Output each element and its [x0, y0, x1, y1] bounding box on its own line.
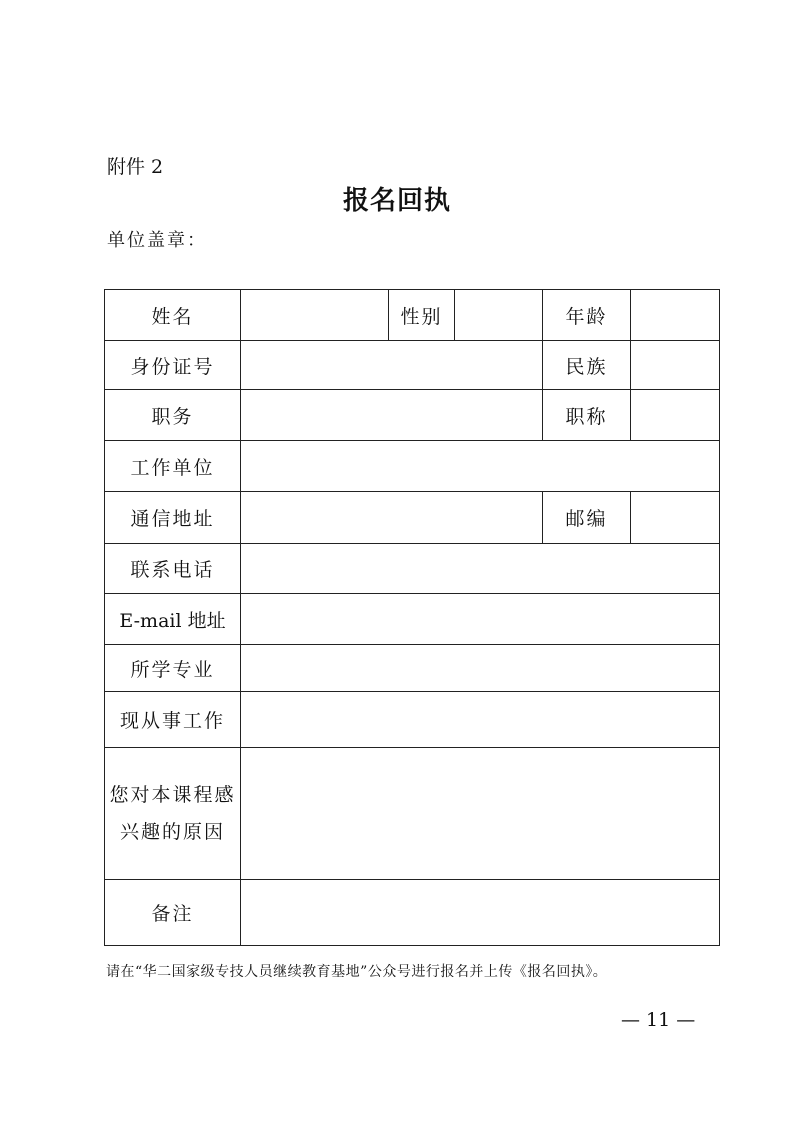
- registration-form-table: [104, 289, 720, 946]
- footer-note: 请在“华二国家级专技人员继续教育基地”公众号进行报名并上传《报名回执》。: [106, 964, 608, 980]
- remarks-label: 备注: [105, 880, 241, 946]
- table-row: [105, 544, 720, 594]
- ethnicity-field[interactable]: [631, 341, 720, 390]
- table-row: [105, 645, 720, 692]
- interest-reason-line2: 兴趣的原因: [119, 820, 225, 843]
- employer-field[interactable]: [241, 441, 720, 492]
- table-row: [105, 748, 720, 880]
- age-field[interactable]: [631, 290, 720, 341]
- age-label: 年龄: [543, 290, 631, 341]
- table-row: [105, 341, 720, 390]
- remarks-field[interactable]: [241, 880, 720, 946]
- employer-label: 工作单位: [105, 441, 241, 492]
- table-row: [105, 880, 720, 946]
- table-row: [105, 492, 720, 544]
- gender-label: 性别: [389, 290, 455, 341]
- table-row: [105, 390, 720, 441]
- address-field[interactable]: [241, 492, 543, 544]
- id-number-field[interactable]: [241, 341, 543, 390]
- email-field[interactable]: [241, 594, 720, 645]
- table-row: [105, 441, 720, 492]
- attachment-label: 附件 2: [107, 156, 164, 178]
- postcode-label: 邮编: [543, 492, 631, 544]
- address-label: 通信地址: [105, 492, 241, 544]
- table-row: [105, 594, 720, 645]
- page-number: — 11 —: [621, 1009, 696, 1031]
- major-field[interactable]: [241, 645, 720, 692]
- ethnicity-label: 民族: [543, 341, 631, 390]
- postcode-field[interactable]: [631, 492, 720, 544]
- position-field[interactable]: [241, 390, 543, 441]
- title-rank-field[interactable]: [631, 390, 720, 441]
- major-label: 所学专业: [105, 645, 241, 692]
- email-label: E-mail 地址: [105, 594, 241, 645]
- name-label: 姓名: [105, 290, 241, 341]
- position-label: 职务: [105, 390, 241, 441]
- gender-field[interactable]: [455, 290, 543, 341]
- title-rank-label: 职称: [543, 390, 631, 441]
- stamp-label: 单位盖章：: [107, 230, 207, 251]
- table-row: [105, 290, 720, 341]
- interest-reason-label: [105, 748, 241, 880]
- current-work-label: 现从事工作: [105, 692, 241, 748]
- id-number-label: 身份证号: [105, 341, 241, 390]
- interest-reason-line1: 您对本课程感: [109, 784, 236, 807]
- interest-reason-field[interactable]: [241, 748, 720, 880]
- page-title: 报名回执: [342, 186, 451, 216]
- table-row: [105, 692, 720, 748]
- current-work-field[interactable]: [241, 692, 720, 748]
- phone-label: 联系电话: [105, 544, 241, 594]
- name-field[interactable]: [241, 290, 389, 341]
- phone-field[interactable]: [241, 544, 720, 594]
